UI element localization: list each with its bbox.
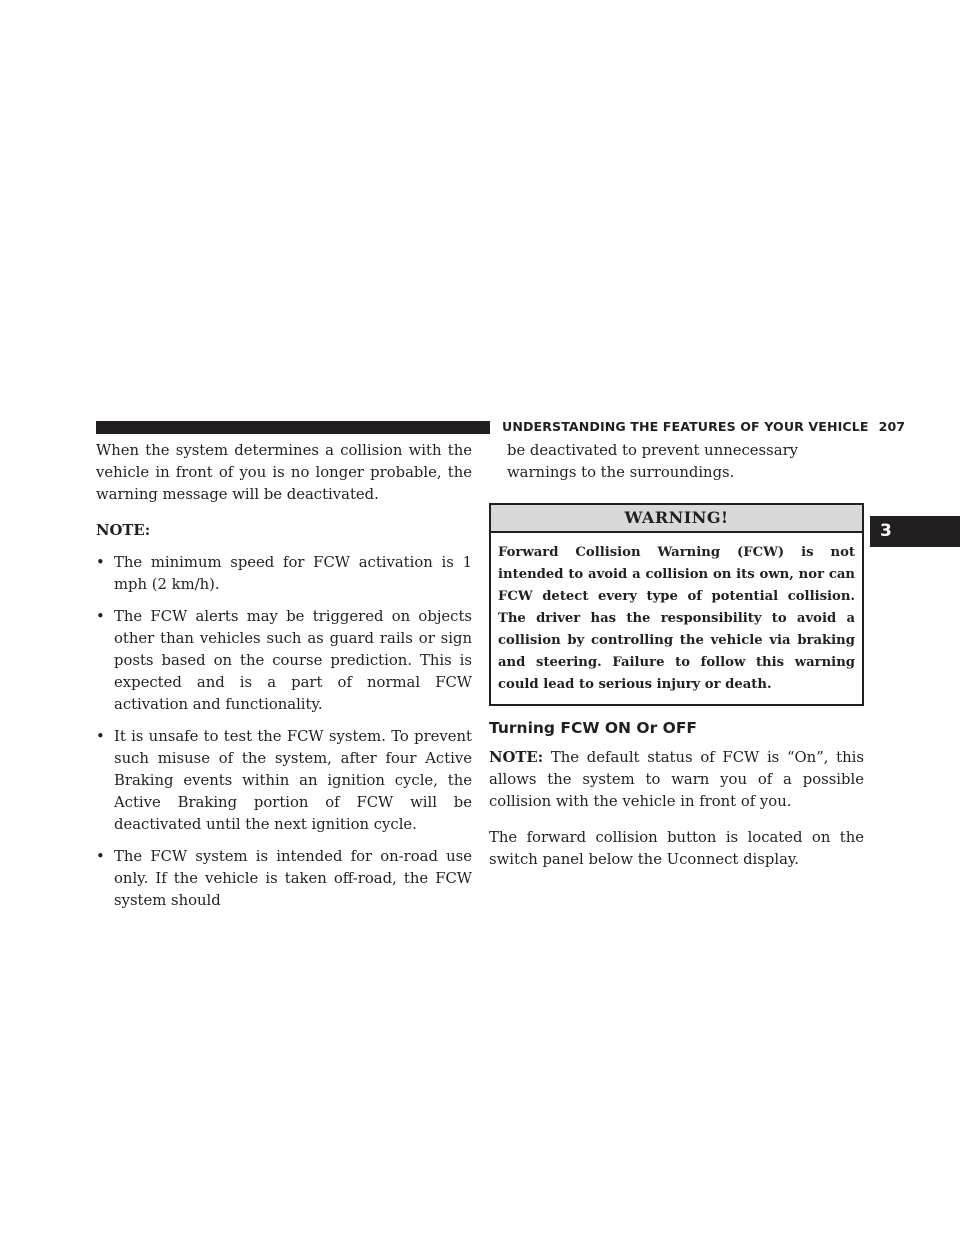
list-item-text: The minimum speed for FCW activation is 1 mph (2 km/h).	[114, 554, 472, 593]
section-title: UNDERSTANDING THE FEATURES OF YOUR VEHICLE	[502, 419, 869, 434]
bullet-icon: •	[96, 608, 105, 625]
right-column	[489, 440, 864, 871]
list-item	[96, 606, 472, 716]
note-label: NOTE:	[96, 522, 151, 539]
warning-box	[489, 503, 864, 706]
list-item	[96, 552, 472, 596]
note-paragraph	[489, 747, 864, 813]
list-item	[96, 846, 472, 912]
running-header	[502, 418, 906, 436]
bullet-icon: •	[96, 848, 105, 865]
list-item	[96, 726, 472, 836]
list-item-text: The FCW system is intended for on-road use only. If the vehicle is taken off-road, the FCW system should	[114, 848, 472, 909]
warning-title: WARNING!	[491, 505, 862, 533]
bullet-continuation: be deactivated to prevent unnecessary warnings to the surroundings.	[507, 442, 798, 481]
page-number: 207	[878, 419, 906, 434]
warning-text: Forward Collision Warning (FCW) is not intended to avoid a collision on its own, nor can FCW detect every type of potential collision. The driver has the responsibility to avoid a collision by controlling the vehicle via braking and steering. Failure to follow this warning could lead to serious injury or death.	[498, 545, 855, 692]
bullet-icon: •	[96, 728, 105, 745]
chapter-number: 3	[880, 521, 892, 541]
section-heading: Turning FCW ON Or OFF	[489, 719, 697, 737]
left-column	[96, 440, 472, 912]
note-text: The default status of FCW is “On”, this allows the system to warn you of a possible collision with the vehicle in front of you.	[489, 749, 864, 810]
note-bullet-list	[96, 552, 472, 912]
note-label: NOTE:	[489, 749, 544, 766]
intro-paragraph: When the system determines a collision with the vehicle in front of you is no longer probable, the warning message will be deactivated.	[96, 442, 472, 503]
header-bar	[96, 421, 490, 434]
body-paragraph: The forward collision button is located on the switch panel below the Uconnect display.	[489, 829, 864, 868]
bullet-icon: •	[96, 554, 105, 571]
chapter-tab	[870, 516, 960, 547]
list-item-text: It is unsafe to test the FCW system. To prevent such misuse of the system, after four Active Braking events within an ignition cycle, the Active Braking portion of FCW will be deactivated until the next ignition cycle.	[114, 728, 472, 833]
list-item-text: The FCW alerts may be triggered on objects other than vehicles such as guard rails or sign posts based on the course prediction. This is expected and is a part of normal FCW activation and functionality.	[114, 608, 472, 713]
